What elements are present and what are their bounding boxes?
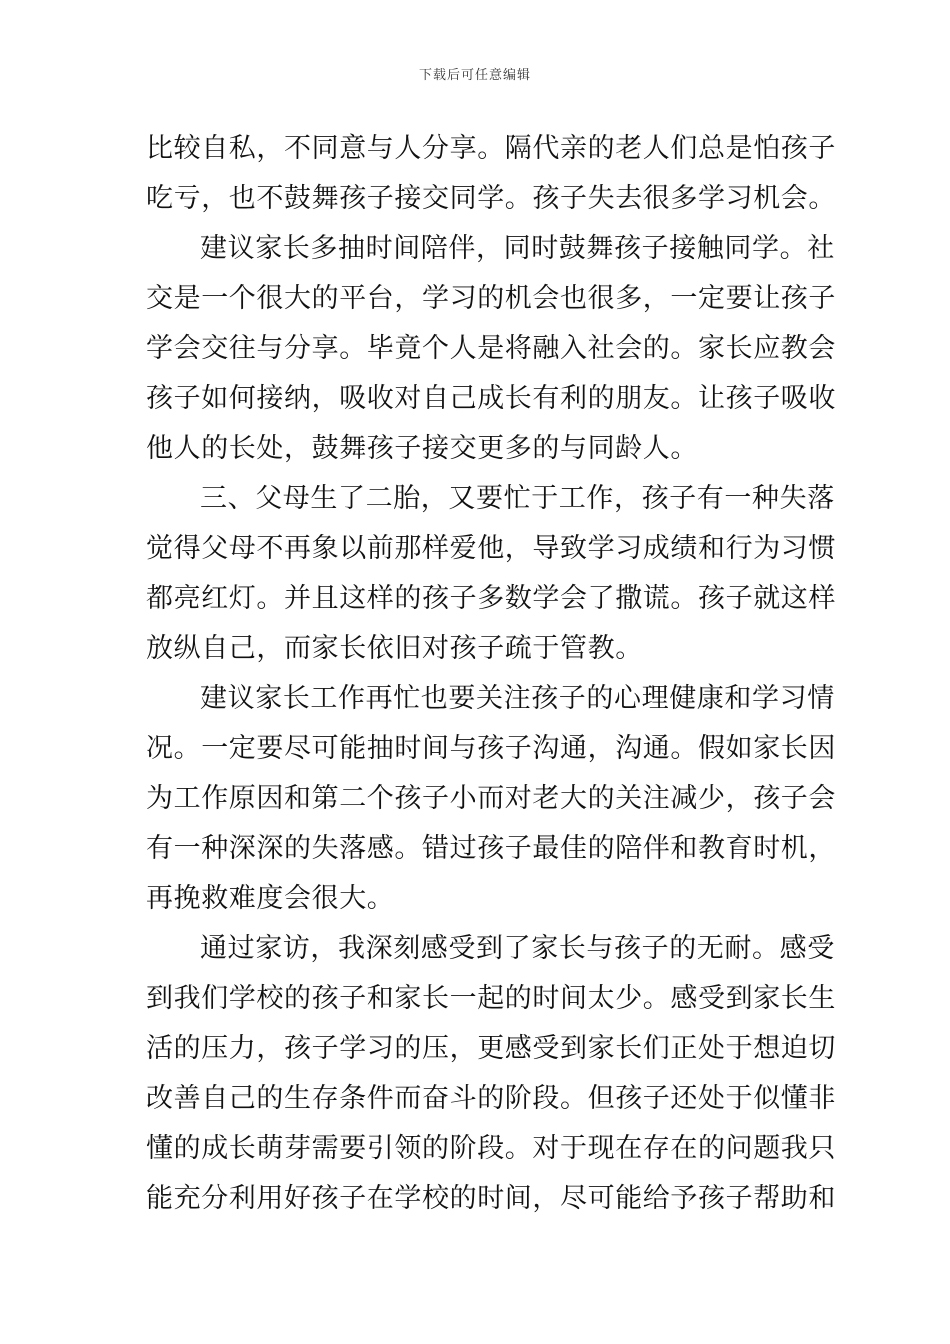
text-line: 他人的长处，鼓舞孩子接交更多的与同龄人。 [146, 433, 698, 464]
text-line: 有一种深深的失落感。错过孩子最佳的陪伴和教育时机， [146, 833, 836, 864]
text-line: 通过家访，我深刻感受到了家长与孩子的无耐。感受 [200, 933, 835, 964]
text-line: 况。一定要尽可能抽时间与孩子沟通，沟通。假如家长因 [146, 733, 836, 764]
text-line: 活的压力，孩子学习的压，更感受到家长们正处于想迫切 [146, 1033, 836, 1064]
text-line: 到我们学校的孩子和家长一起的时间太少。感受到家长生 [146, 983, 836, 1014]
text-line: 建议家长多抽时间陪伴，同时鼓舞孩子接触同学。社 [200, 233, 835, 264]
text-line: 交是一个很大的平台，学习的机会也很多，一定要让孩子 [146, 283, 836, 314]
text-line: 改善自己的生存条件而奋斗的阶段。但孩子还处于似懂非 [146, 1083, 836, 1114]
text-line: 学会交往与分享。毕竟个人是将融入社会的。家长应教会 [146, 333, 836, 364]
text-line: 三、父母生了二胎，又要忙于工作，孩子有一种失落 [200, 483, 835, 514]
text-line: 为工作原因和第二个孩子小而对老大的关注减少，孩子会 [146, 783, 836, 814]
text-line: 比较自私，不同意与人分享。隔代亲的老人们总是怕孩子 [146, 133, 836, 164]
text-line: 能充分利用好孩子在学校的时间，尽可能给予孩子帮助和 [146, 1183, 836, 1214]
text-line: 吃亏，也不鼓舞孩子接交同学。孩子失去很多学习机会。 [146, 183, 836, 214]
body-text [146, 124, 836, 1224]
text-line: 建议家长工作再忙也要关注孩子的心理健康和学习情 [200, 683, 835, 714]
text-line: 都亮红灯。并且这样的孩子多数学会了撒谎。孩子就这样 [146, 583, 836, 614]
header-note: 下载后可任意编辑 [418, 68, 531, 83]
text-line: 再挽救难度会很大。 [146, 883, 395, 914]
text-line: 放纵自己，而家长依旧对孩子疏于管教。 [146, 633, 643, 664]
text-line: 懂的成长萌芽需要引领的阶段。对于现在存在的问题我只 [146, 1133, 836, 1164]
text-line: 觉得父母不再象以前那样爱他，导致学习成绩和行为习惯 [146, 533, 836, 564]
text-line: 孩子如何接纳，吸收对自己成长有利的朋友。让孩子吸收 [146, 383, 836, 414]
